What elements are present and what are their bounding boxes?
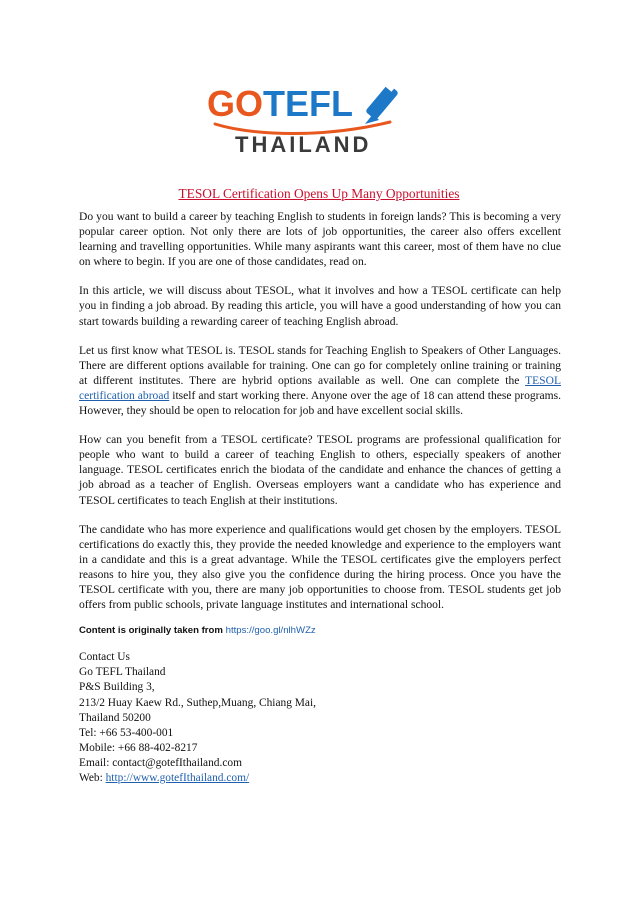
contact-heading: Contact Us (79, 651, 130, 664)
contact-email: Email: contact@gotefIthailand.com (79, 756, 242, 769)
paragraph-2: In this article, we will discuss about TESOL, what it involves and how a TESOL certificate can help you in finding a job abroad. By reading this article, you will have a good understanding of how you can start towards building a rewarding career of teaching English abroad. (79, 285, 561, 328)
pen-icon (365, 78, 399, 124)
paragraph-3-text-b: itself and start working there. Anyone over the age of 18 can attend these programs. However, they should be open to relocation for job and have excellent social skills. (79, 389, 561, 418)
contact-tel: Tel: +66 53-400-001 (79, 726, 174, 739)
contact-web-label: Web: (79, 772, 106, 784)
article-body (79, 210, 561, 786)
logo-go-text: GO (207, 83, 264, 124)
logo-tefl-text: TEFL (263, 83, 353, 124)
paragraph-5: The candidate who has more experience and qualifications would get chosen by the employers. TESOL certifications do exactly this, they provide the needed knowledge and experience to the employers want in a candidate and this is a great advantage. While the TESOL certificates give the employers perfect reasons to hire you, they also give you the confidence during the hiring process. Once you have the TESOL certificate with you, there are many job opportunities to choose from. TESOL students get job offers from public schools, private language institutes and international school. (79, 523, 561, 612)
contact-country: Thailand 50200 (79, 711, 151, 724)
paragraph-4: How can you benefit from a TESOL certificate? TESOL programs are professional qualification for people who want to build a career of teaching English to others, especially speakers of another language. TESOL certificates enrich the biodata of the candidate and enhance the chances of getting a job abroad as a teacher of English. Overseas employers want a candidate who has experience and TESOL certificates to teach English at their institutions. (79, 434, 561, 507)
contact-block (79, 650, 561, 786)
tesol-certification-abroad-link[interactable]: TESOL certification abroad (79, 374, 561, 402)
paragraph-1: Do you want to build a career by teaching English to students in foreign lands? This is becoming a very popular career option. Not only there are lots of job opportunities, the career also offers excellent learning and travelling opportunities. While many aspirants want this career, most of them have no clue on where to begin. If you are one of those candidates, read on. (79, 211, 561, 269)
paragraph-3-text-a: Let us first know what TESOL is. TESOL stands for Teaching English to Speakers of Other Languages. There are different options available for training. One can go for completely online training or training at different institutes. There are hybrid options available as well. One can complete the (79, 344, 561, 387)
contact-web (79, 771, 561, 786)
logo-thailand-text: THAILAND (235, 132, 372, 157)
source-url-link[interactable]: https://goo.gl/nlhWZz (225, 625, 316, 637)
paragraph-3 (79, 344, 561, 419)
contact-street: 213/2 Huay Kaew Rd., Suthep,Muang, Chiang Mai, (79, 696, 316, 709)
contact-building: P&S Building 3, (79, 681, 155, 694)
source-line (79, 623, 561, 638)
article-title: TESOL Certification Opens Up Many Opportunities (178, 186, 460, 201)
website-link[interactable]: http://www.gotefIthailand.com/ (105, 772, 250, 784)
contact-company: Go TEFL Thailand (79, 666, 166, 679)
contact-mobile: Mobile: +66 88-402-8217 (79, 741, 198, 754)
source-label: Content is originally taken from (79, 625, 223, 637)
gotefl-thailand-logo (205, 78, 435, 158)
